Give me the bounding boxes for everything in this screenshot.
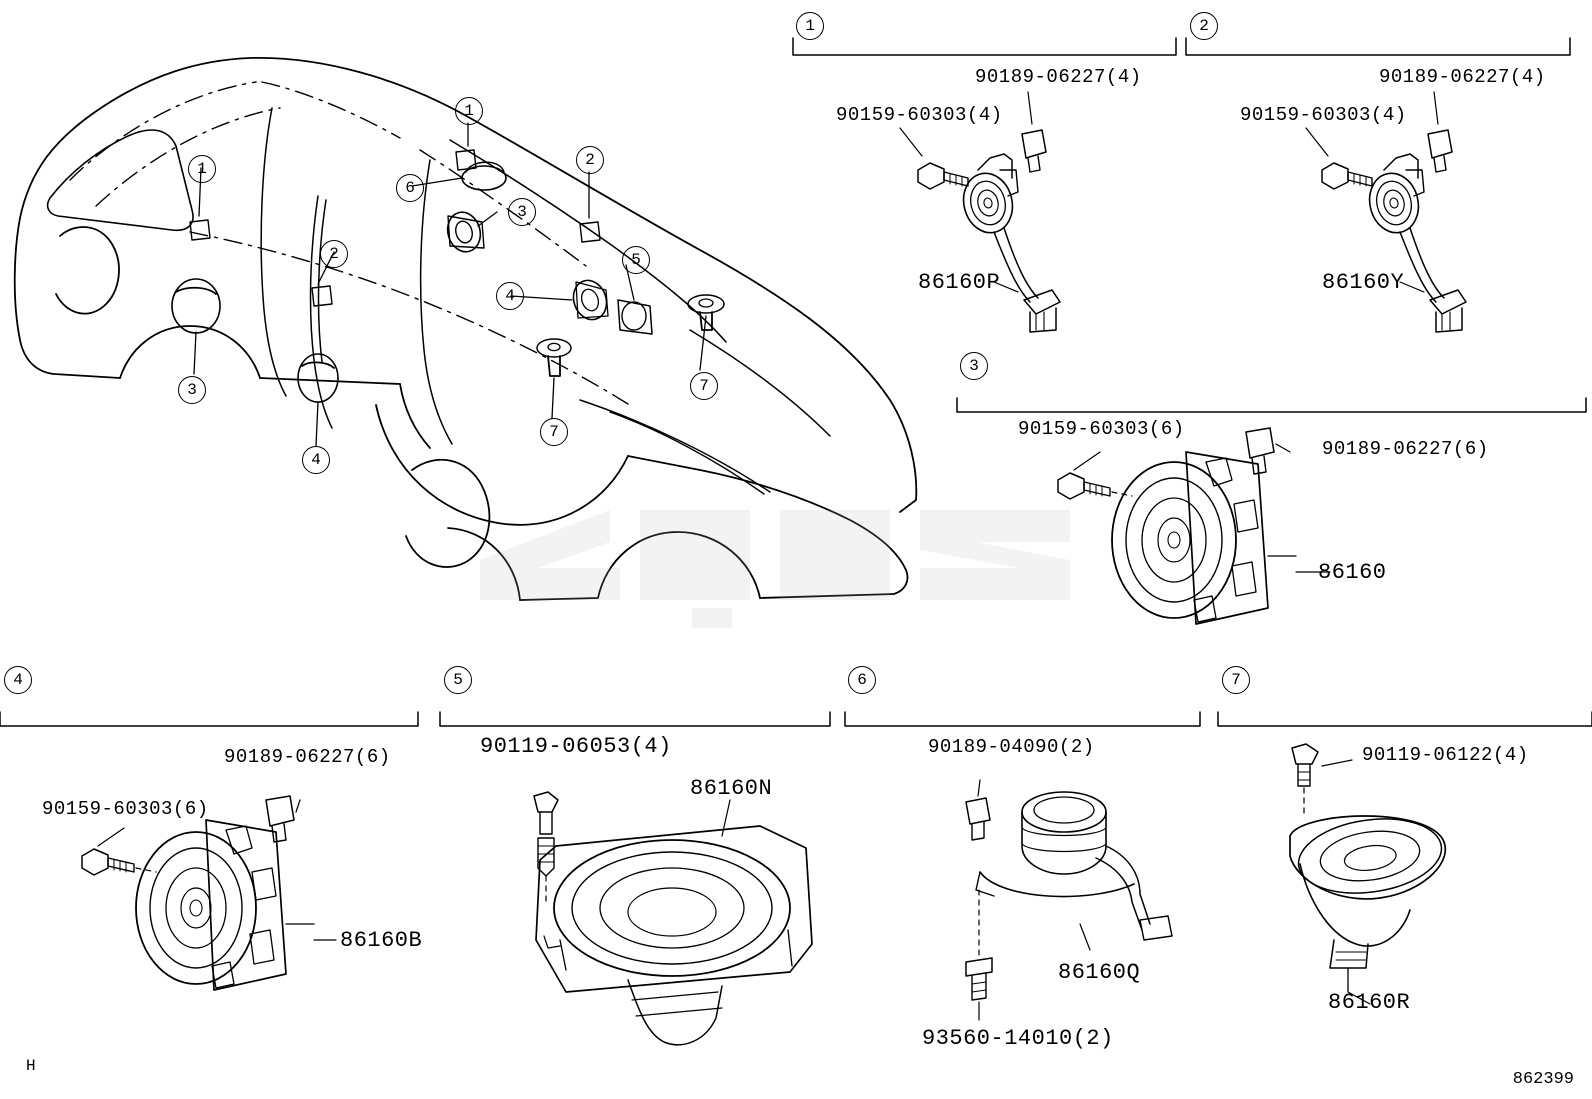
panel-callout-2[interactable]: 2 — [1190, 12, 1218, 40]
panel5-screw-label: 90119-06053(4) — [480, 734, 672, 759]
panel6-clip-label: 90189-04090(2) — [928, 736, 1095, 758]
panel2-clip-label: 90189-06227(4) — [1379, 66, 1546, 88]
panel-callout-1[interactable]: 1 — [796, 12, 824, 40]
panel-callout-3[interactable]: 3 — [960, 352, 988, 380]
panel6-part-label: 86160Q — [1058, 960, 1141, 985]
diagram-code: 862399 — [1512, 1070, 1574, 1089]
callout-car-2a[interactable]: 2 — [576, 146, 604, 174]
panel2-part-label: 86160Y — [1322, 270, 1405, 295]
panel7-screw-label: 90119-06122(4) — [1362, 744, 1529, 766]
panel4-part-label: 86160B — [340, 928, 423, 953]
callout-car-7b[interactable]: 7 — [540, 418, 568, 446]
callout-car-1a[interactable]: 1 — [455, 97, 483, 125]
callout-car-7a[interactable]: 7 — [690, 372, 718, 400]
callout-car-5[interactable]: 5 — [622, 246, 650, 274]
panel2-bolt-label: 90159-60303(4) — [1240, 104, 1407, 126]
callout-car-4b[interactable]: 4 — [302, 446, 330, 474]
callout-car-3b[interactable]: 3 — [178, 376, 206, 404]
panel4-clip-label: 90189-06227(6) — [224, 746, 391, 768]
panel4-bolt-label: 90159-60303(6) — [42, 798, 209, 820]
watermark — [460, 450, 1100, 630]
panel3-part-label: 86160 — [1318, 560, 1387, 585]
panel7-part-label: 86160R — [1328, 990, 1411, 1015]
callout-car-2b[interactable]: 2 — [320, 240, 348, 268]
panel1-bolt-label: 90159-60303(4) — [836, 104, 1003, 126]
panel-callout-7[interactable]: 7 — [1222, 666, 1250, 694]
panel-callout-4[interactable]: 4 — [4, 666, 32, 694]
callout-car-6[interactable]: 6 — [396, 174, 424, 202]
sheet-mark: H — [26, 1057, 36, 1075]
callout-car-1b[interactable]: 1 — [188, 155, 216, 183]
callout-car-3a[interactable]: 3 — [508, 198, 536, 226]
panel1-clip-label: 90189-06227(4) — [975, 66, 1142, 88]
panel-callout-5[interactable]: 5 — [444, 666, 472, 694]
panel6-nut-label: 93560-14010(2) — [922, 1026, 1114, 1051]
panel1-part-label: 86160P — [918, 270, 1001, 295]
panel3-clip-label: 90189-06227(6) — [1322, 438, 1489, 460]
callout-car-4a[interactable]: 4 — [496, 282, 524, 310]
panel-callout-6[interactable]: 6 — [848, 666, 876, 694]
panel5-part-label: 86160N — [690, 776, 773, 801]
panel3-bolt-label: 90159-60303(6) — [1018, 418, 1185, 440]
